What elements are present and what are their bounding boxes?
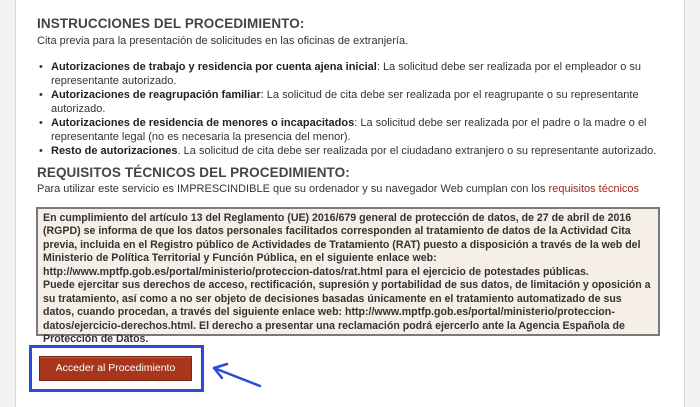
list-item-title: Autorizaciones de residencia de menores o incapacitados <box>51 117 355 129</box>
list-item <box>51 61 671 88</box>
instructions-intro: Cita previa para la presentación de solicitudes en las oficinas de extranjería. <box>37 35 409 47</box>
instructions-title: INSTRUCCIONES DEL PROCEDIMIENTO: <box>37 16 305 31</box>
list-item-text: : La solicitud debe ser realizada por el empleador o su representante autorizado. <box>51 61 641 87</box>
notice-paragraph: En cumplimiento del artículo 13 del Reglamento (UE) 2016/679 general de protección de datos, de 27 de abril de 2016 (RGPD) se informa de que los datos personales facilitados corresponden al tratamiento de datos de la Actividad Cita previa, incluida en el Registro público de Actividades de Tratamiento (RAT) puesto a disposición a través de la web del Ministerio de Política Territorial y Función Pública, en el siguiente enlace web: http://www.mptfp.gob.es/portal/ministerio/proteccion-datos/rat.html para el ejercicio de potestades públicas. <box>43 212 641 278</box>
list-item <box>51 89 671 116</box>
arrow-up-left-icon <box>208 360 264 392</box>
list-item-title: Resto de autorizaciones <box>51 145 178 157</box>
list-item-text: : La solicitud debe ser realizada por el padre o la madre o el representante legal (no es necesaria la presencia del menor). <box>51 117 647 143</box>
list-item-text: : La solicitud de cita debe ser realizada por el reagrupante o su representante autorizado. <box>51 89 639 115</box>
notice-paragraph: Puede ejercitar sus derechos de acceso, rectificación, supresión y portabilidad de sus datos, de limitación y oposición a su tratamiento, así como a no ser objeto de decisiones basadas únicamente en el tratamiento automatizado de sus datos, cuando procedan, a través del siguiente enlace web: http://www.mptfp.gob.es/portal/ministerio/proteccion-datos/ejercicio-derechos.html. El derecho a presentar una reclamación podrá ejercerlo ante la Agencia Española de Protección de Datos. <box>43 279 651 346</box>
requirements-sentence: Para utilizar este servicio es IMPRESCINDIBLE que su ordenador y su navegador Web cumplan con los <box>37 183 549 195</box>
list-item-text: . La solicitud de cita debe ser realizada por el ciudadano extranjero o su representante autorizado. <box>177 145 657 157</box>
list-item <box>51 117 671 144</box>
technical-requirements-link[interactable]: requisitos técnicos <box>548 183 640 195</box>
list-item-title: Autorizaciones de reagrupación familiar <box>51 89 261 101</box>
data-protection-notice <box>36 207 660 346</box>
list-item-title: Autorizaciones de trabajo y residencia por cuenta ajena inicial <box>51 61 377 73</box>
list-item <box>51 145 671 159</box>
access-procedure-button[interactable]: Acceder al Procedimiento <box>39 356 192 381</box>
requirements-text <box>37 183 639 195</box>
requirements-title: REQUISITOS TÉCNICOS DEL PROCEDIMIENTO: <box>37 165 350 180</box>
authorization-list <box>37 61 671 160</box>
